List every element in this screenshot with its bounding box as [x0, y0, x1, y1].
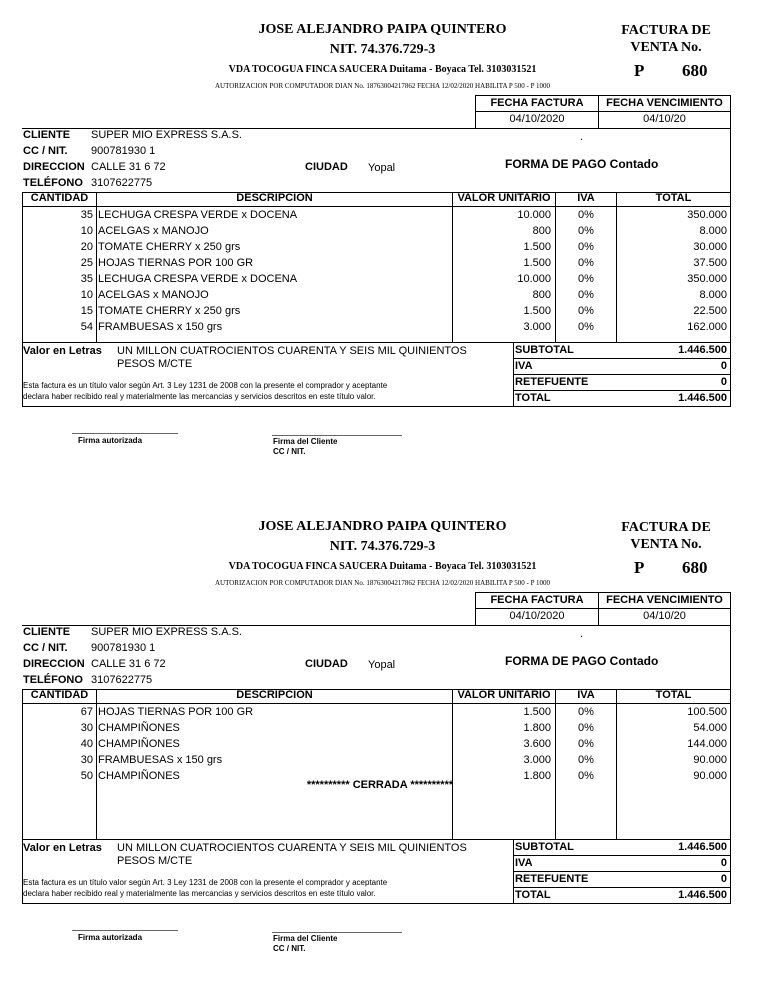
direccion-label: DIRECCION — [23, 658, 85, 670]
invoice-prefix: P — [634, 558, 645, 577]
retefuente-label: RETEFUENTE — [515, 376, 589, 388]
row-description: LECHUGA CRESPA VERDE x DOCENA — [98, 209, 298, 221]
row-quantity: 10 — [80, 225, 93, 237]
factura-title-1: FACTURA DE — [621, 23, 711, 38]
col-cantidad: CANTIDAD — [30, 192, 89, 204]
row-description: LECHUGA CRESPA VERDE x DOCENA — [98, 273, 298, 285]
col-total: TOTAL — [655, 689, 692, 701]
dot-mark: . — [580, 131, 584, 143]
row-total: 54.000 — [693, 722, 727, 734]
dian-authorization: AUTORIZACION POR COMPUTADOR DIAN No. 18763004217862 FECHA 12/02/2020 HABILITA P 500 - P 1000 — [214, 82, 551, 90]
fecha-factura: 04/10/2020 — [509, 610, 565, 622]
valor-letras-line1: UN MILLON CUATROCIENTOS CUARENTA Y SEIS MIL QUINIENTOS — [117, 345, 467, 357]
row-description: CHAMPIÑONES — [98, 738, 180, 750]
fecha-vencimiento-label: FECHA VENCIMIENTO — [606, 594, 723, 606]
subtotal-label: SUBTOTAL — [515, 344, 574, 356]
row-quantity: 67 — [80, 706, 93, 718]
forma-de-pago: FORMA DE PAGO Contado — [505, 157, 659, 171]
firma-cliente: Firma del Cliente — [273, 437, 338, 446]
company-nit: NIT. 74.376.729-3 — [329, 539, 436, 554]
legal-line2: declara haber recibido real y materialmente las mercancias y servicios descritos en este título valor. — [23, 889, 376, 898]
row-quantity: 35 — [80, 273, 93, 285]
fecha-factura-label: FECHA FACTURA — [490, 594, 584, 606]
legal-line1: Esta factura es un título valor según Art. 3 Ley 1231 de 2008 con la presente el comprador y aceptante — [23, 381, 388, 390]
telefono-value: 3107622775 — [91, 674, 153, 686]
factura-title-2: VENTA No. — [630, 537, 702, 552]
col-valor-unitario: VALOR UNITARIO — [457, 192, 551, 204]
row-total: 350.000 — [687, 273, 727, 285]
fecha-factura: 04/10/2020 — [509, 113, 565, 125]
cliente-value: SUPER MIO EXPRESS S.A.S. — [91, 626, 242, 638]
row-unit-price: 1.800 — [523, 722, 551, 734]
row-total: 37.500 — [693, 257, 727, 269]
row-total: 90.000 — [693, 754, 727, 766]
row-description: CHAMPIÑONES — [98, 770, 180, 782]
ciudad-value: Yopal — [368, 162, 396, 174]
col-iva: IVA — [577, 689, 595, 701]
row-quantity: 10 — [80, 289, 93, 301]
total-value: 1.446.500 — [678, 889, 727, 901]
forma-de-pago: FORMA DE PAGO Contado — [505, 654, 659, 668]
row-total: 100.500 — [687, 706, 727, 718]
factura-title-2: VENTA No. — [630, 40, 702, 55]
row-quantity: 54 — [80, 321, 93, 333]
row-quantity: 15 — [80, 305, 93, 317]
row-unit-price: 800 — [532, 289, 551, 301]
row-unit-price: 1.500 — [523, 257, 551, 269]
ciudad-value: Yopal — [368, 659, 396, 671]
cliente-value: SUPER MIO EXPRESS S.A.S. — [91, 129, 242, 141]
row-iva: 0% — [578, 770, 594, 782]
subtotal-value: 1.446.500 — [678, 344, 727, 356]
row-unit-price: 3.000 — [523, 754, 551, 766]
row-description: HOJAS TIERNAS POR 100 GR — [98, 257, 254, 269]
invoice-prefix: P — [634, 61, 645, 80]
iva-value: 0 — [720, 360, 727, 372]
total-label: TOTAL — [515, 889, 551, 901]
direccion-value: CALLE 31 6 72 — [91, 658, 166, 670]
row-iva: 0% — [578, 706, 594, 718]
fecha-vencimiento: 04/10/20 — [643, 610, 686, 622]
row-quantity: 30 — [80, 722, 93, 734]
row-quantity: 35 — [80, 209, 93, 221]
fecha-vencimiento-label: FECHA VENCIMIENTO — [606, 97, 723, 109]
row-unit-price: 1.500 — [523, 305, 551, 317]
row-unit-price: 10.000 — [517, 209, 551, 221]
row-description: ACELGAS x MANOJO — [98, 225, 209, 237]
retefuente-value: 0 — [720, 376, 727, 388]
row-unit-price: 3.000 — [523, 321, 551, 333]
row-iva: 0% — [578, 225, 594, 237]
row-iva: 0% — [578, 273, 594, 285]
row-iva: 0% — [578, 738, 594, 750]
row-iva: 0% — [578, 722, 594, 734]
valor-letras-line2: PESOS M/CTE — [117, 358, 193, 370]
row-quantity: 50 — [80, 770, 93, 782]
telefono-label: TELÉFONO — [23, 674, 83, 686]
row-total: 350.000 — [687, 209, 727, 221]
row-quantity: 40 — [80, 738, 93, 750]
row-unit-price: 3.600 — [523, 738, 551, 750]
firma-autorizada: Firma autorizada — [78, 933, 143, 942]
col-iva: IVA — [577, 192, 595, 204]
cc-nit-label: CC / NIT. — [23, 145, 68, 157]
ciudad-label: CIUDAD — [305, 658, 348, 670]
telefono-value: 3107622775 — [91, 177, 153, 189]
legal-line1: Esta factura es un título valor según Art. 3 Ley 1231 de 2008 con la presente el comprador y aceptante — [23, 878, 388, 887]
fecha-factura-label: FECHA FACTURA — [490, 97, 584, 109]
cliente-label: CLIENTE — [23, 626, 71, 638]
iva-label: IVA — [515, 360, 533, 372]
cc-nit-value: 900781930 1 — [91, 642, 156, 654]
direccion-label: DIRECCION — [23, 161, 85, 173]
company-nit: NIT. 74.376.729-3 — [329, 42, 436, 57]
row-total: 90.000 — [693, 770, 727, 782]
legal-line2: declara haber recibido real y materialmente las mercancias y servicios descritos en este título valor. — [23, 392, 376, 401]
row-description: FRAMBUESAS x 150 grs — [98, 321, 223, 333]
firma-cc-nit: CC / NIT. — [273, 447, 306, 456]
factura-title-1: FACTURA DE — [621, 520, 711, 535]
row-iva: 0% — [578, 209, 594, 221]
dot-mark: . — [580, 628, 584, 640]
row-description: FRAMBUESAS x 150 grs — [98, 754, 223, 766]
company-name: JOSE ALEJANDRO PAIPA QUINTERO — [258, 519, 507, 534]
row-description: HOJAS TIERNAS POR 100 GR — [98, 706, 254, 718]
cc-nit-value: 900781930 1 — [91, 145, 156, 157]
company-address: VDA TOCOGUA FINCA SAUCERA Duitama - Boyaca Tel. 3103031521 — [228, 561, 537, 572]
subtotal-value: 1.446.500 — [678, 841, 727, 853]
retefuente-value: 0 — [720, 873, 727, 885]
row-unit-price: 800 — [532, 225, 551, 237]
direccion-value: CALLE 31 6 72 — [91, 161, 166, 173]
row-unit-price: 1.500 — [523, 241, 551, 253]
row-iva: 0% — [578, 754, 594, 766]
row-iva: 0% — [578, 241, 594, 253]
row-total: 30.000 — [693, 241, 727, 253]
row-total: 22.500 — [693, 305, 727, 317]
valor-letras-label: Valor en Letras — [23, 345, 102, 357]
iva-label: IVA — [515, 857, 533, 869]
row-iva: 0% — [578, 305, 594, 317]
iva-value: 0 — [720, 857, 727, 869]
fecha-vencimiento: 04/10/20 — [643, 113, 686, 125]
row-description: CHAMPIÑONES — [98, 722, 180, 734]
total-value: 1.446.500 — [678, 392, 727, 404]
company-address: VDA TOCOGUA FINCA SAUCERA Duitama - Boyaca Tel. 3103031521 — [228, 64, 537, 75]
cliente-label: CLIENTE — [23, 129, 71, 141]
invoice-1 — [0, 0, 768, 480]
invoice-2 — [0, 497, 768, 977]
dian-authorization: AUTORIZACION POR COMPUTADOR DIAN No. 18763004217862 FECHA 12/02/2020 HABILITA P 500 - P 1000 — [214, 579, 551, 587]
row-unit-price: 10.000 — [517, 273, 551, 285]
col-descripcion: DESCRIPCION — [236, 192, 313, 204]
cerrada-mark: ********** CERRADA ********** — [306, 779, 454, 791]
col-descripcion: DESCRIPCION — [236, 689, 313, 701]
row-quantity: 25 — [80, 257, 93, 269]
row-iva: 0% — [578, 289, 594, 301]
row-description: TOMATE CHERRY x 250 grs — [98, 241, 241, 253]
row-total: 8.000 — [699, 225, 727, 237]
row-total: 162.000 — [687, 321, 727, 333]
invoice-number: 680 — [682, 558, 708, 577]
row-unit-price: 1.800 — [523, 770, 551, 782]
valor-letras-line2: PESOS M/CTE — [117, 855, 193, 867]
ciudad-label: CIUDAD — [305, 161, 348, 173]
valor-letras-label: Valor en Letras — [23, 842, 102, 854]
total-label: TOTAL — [515, 392, 551, 404]
firma-cliente: Firma del Cliente — [273, 934, 338, 943]
row-description: TOMATE CHERRY x 250 grs — [98, 305, 241, 317]
row-quantity: 20 — [80, 241, 93, 253]
row-iva: 0% — [578, 321, 594, 333]
invoice-number: 680 — [682, 61, 708, 80]
company-name: JOSE ALEJANDRO PAIPA QUINTERO — [258, 22, 507, 37]
col-cantidad: CANTIDAD — [30, 689, 89, 701]
firma-autorizada: Firma autorizada — [78, 436, 143, 445]
subtotal-label: SUBTOTAL — [515, 841, 574, 853]
valor-letras-line1: UN MILLON CUATROCIENTOS CUARENTA Y SEIS MIL QUINIENTOS — [117, 842, 467, 854]
cc-nit-label: CC / NIT. — [23, 642, 68, 654]
row-total: 8.000 — [699, 289, 727, 301]
row-description: ACELGAS x MANOJO — [98, 289, 209, 301]
firma-cc-nit: CC / NIT. — [273, 944, 306, 953]
col-valor-unitario: VALOR UNITARIO — [457, 689, 551, 701]
row-iva: 0% — [578, 257, 594, 269]
telefono-label: TELÉFONO — [23, 177, 83, 189]
row-unit-price: 1.500 — [523, 706, 551, 718]
row-quantity: 30 — [80, 754, 93, 766]
row-total: 144.000 — [687, 738, 727, 750]
col-total: TOTAL — [655, 192, 692, 204]
retefuente-label: RETEFUENTE — [515, 873, 589, 885]
